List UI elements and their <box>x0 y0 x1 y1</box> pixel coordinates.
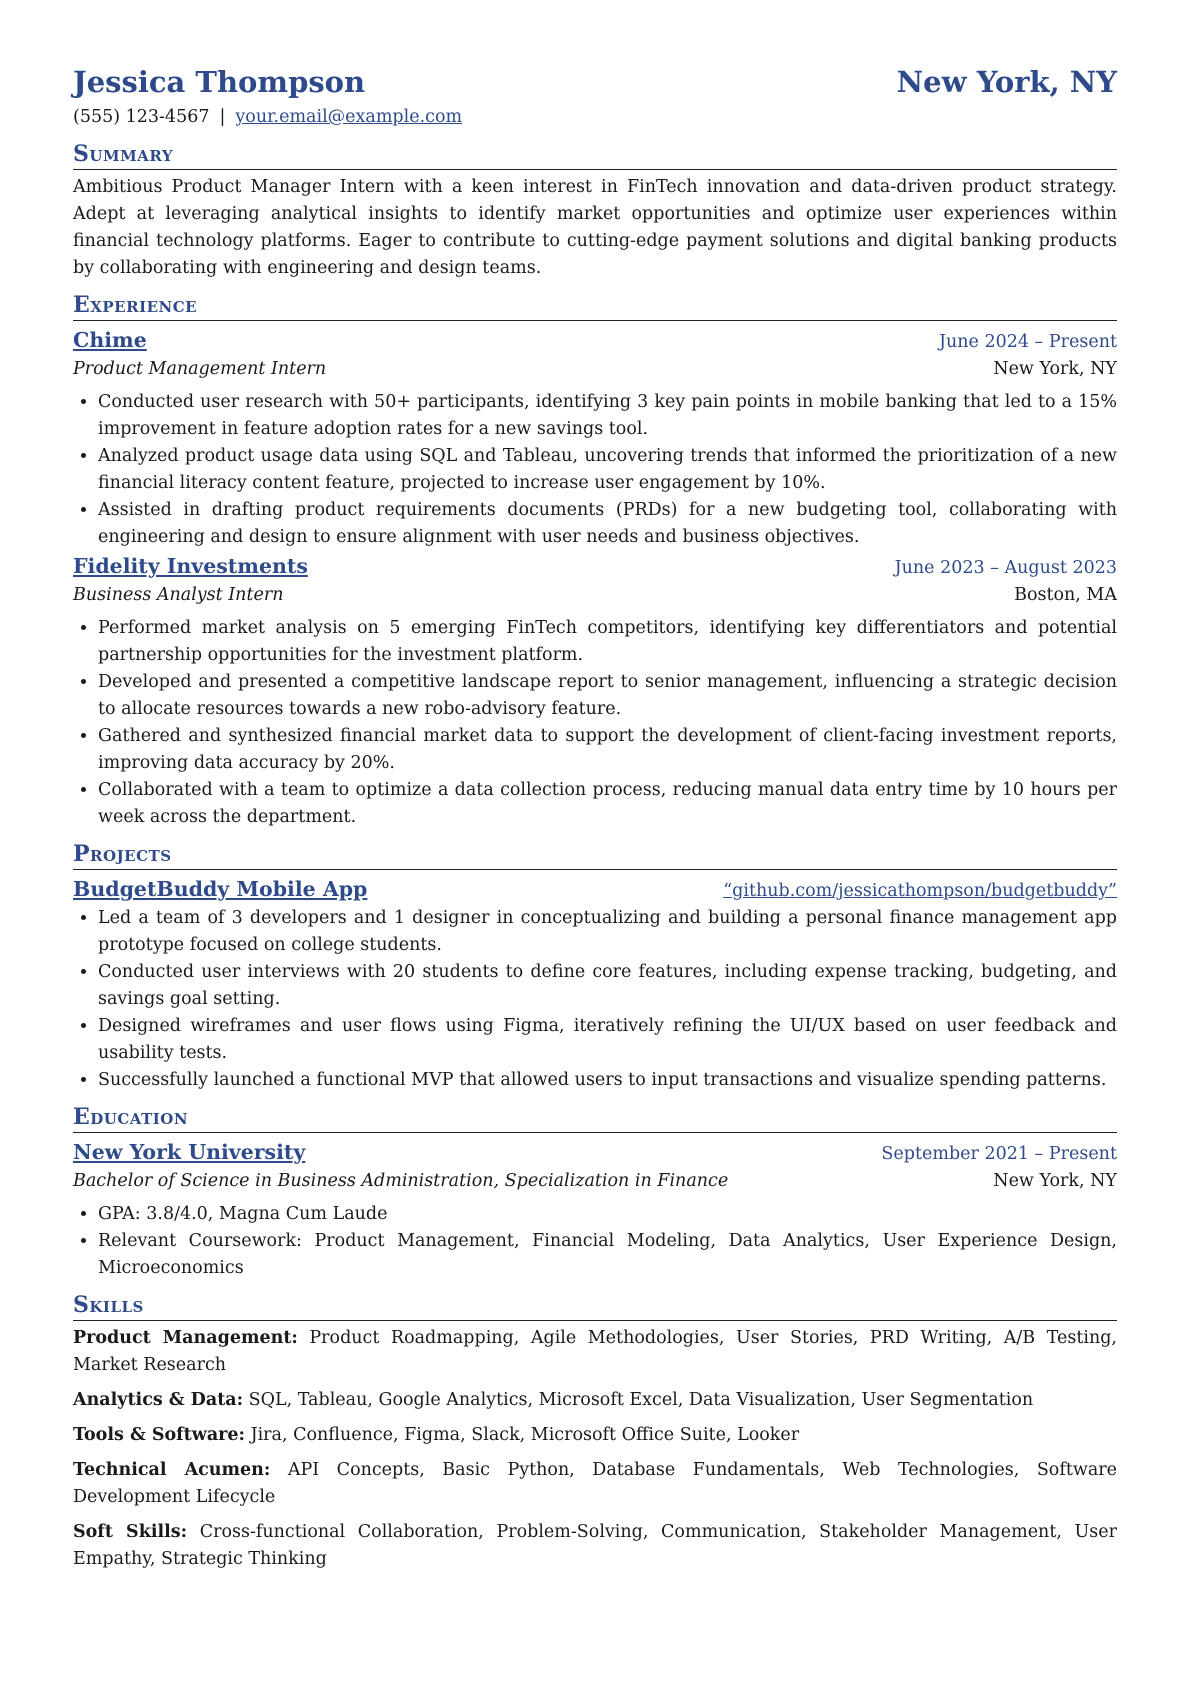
header <box>73 62 1117 102</box>
section-title-skills: Skills <box>73 1290 1117 1321</box>
section-title-experience: Experience <box>73 290 1117 321</box>
education-entry <box>73 1137 1117 1282</box>
skill-items: API Concepts, Basic Python, Database Fundamentals, Web Technologies, Software Development Lifecycle <box>73 1460 1117 1507</box>
skill-line <box>73 1422 1117 1449</box>
bullet-item: • Conducted user research with 50+ participants, identifying 3 key pain points in mobile banking that led to a 15% improvement in feature adoption rates for a new savings tool. <box>98 389 1117 443</box>
bullet-item: • Analyzed product usage data using SQL and Tableau, uncovering trends that informed the prioritization of a new financial literacy content feature, projected to increase user engagement by 10%. <box>98 443 1117 497</box>
header-location: New York, NY <box>896 65 1117 99</box>
experience-entry <box>73 325 1117 551</box>
skill-category: Analytics & Data: <box>73 1390 244 1410</box>
candidate-name: Jessica Thompson <box>73 65 366 99</box>
skill-category: Technical Acumen: <box>73 1460 271 1480</box>
project-entry <box>73 874 1117 1094</box>
skills-list <box>73 1325 1117 1573</box>
experience-location: Boston, MA <box>1014 585 1117 605</box>
experience-bullets <box>73 389 1117 551</box>
skill-line <box>73 1325 1117 1379</box>
skill-line <box>73 1457 1117 1511</box>
bullet-item: • Performed market analysis on 5 emerging FinTech competitors, identifying key differentiators and potential partnership opportunities for the investment platform. <box>98 615 1117 669</box>
bullet-item: • Gathered and synthesized financial market data to support the development of client-facing investment reports, improving data accuracy by 20%. <box>98 723 1117 777</box>
experience-org-link[interactable]: Chime <box>73 328 147 352</box>
bullet-item: • Led a team of 3 developers and 1 designer in conceptualizing and building a personal finance management app prototype focused on college students. <box>98 905 1117 959</box>
skill-category: Tools & Software: <box>73 1425 245 1445</box>
bullet-item: • Designed wireframes and user flows using Figma, iteratively refining the UI/UX based on user feedback and usability tests. <box>98 1013 1117 1067</box>
project-github-link[interactable]: “github.com/jessicathompson/budgetbuddy” <box>723 881 1117 901</box>
education-location: New York, NY <box>993 1171 1117 1191</box>
project-bullets <box>73 905 1117 1094</box>
experience-entry <box>73 551 1117 831</box>
skill-items: SQL, Tableau, Google Analytics, Microsoft Excel, Data Visualization, User Segmentation <box>248 1390 1034 1410</box>
experience-location: New York, NY <box>993 359 1117 379</box>
contact-separator: | <box>219 107 226 127</box>
summary-text: Ambitious Product Manager Intern with a keen interest in FinTech innovation and data-driven product strategy. Adept at leveraging analytical insights to identify market opportunities and optimize user experiences within financial technology platforms. Eager to contribute to cutting-edge payment solutions and digital banking products by collaborating with engineering and design teams. <box>73 177 1117 278</box>
experience-bullets <box>73 615 1117 831</box>
section-title-summary: Summary <box>73 139 1117 170</box>
project-name-link[interactable]: BudgetBuddy Mobile App <box>73 877 368 901</box>
email-link[interactable]: your.email@example.com <box>235 107 463 127</box>
experience-org-link[interactable]: Fidelity Investments <box>73 554 308 578</box>
education-dates: September 2021 – Present <box>881 1144 1117 1164</box>
bullet-item: • Successfully launched a functional MVP that allowed users to input transactions and visualize spending patterns. <box>98 1067 1117 1094</box>
skill-line <box>73 1519 1117 1573</box>
education-degree: Bachelor of Science in Business Administration, Specialization in Finance <box>73 1171 729 1191</box>
bullet-item: • Assisted in drafting product requirements documents (PRDs) for a new budgeting tool, collaborating with engineering and design to ensure alignment with user needs and business objectives. <box>98 497 1117 551</box>
section-title-projects: Projects <box>73 839 1117 870</box>
skill-items: Jira, Confluence, Figma, Slack, Microsoft Office Suite, Looker <box>250 1425 800 1445</box>
section-title-education: Education <box>73 1102 1117 1133</box>
skill-line <box>73 1387 1117 1414</box>
contact-line <box>73 104 1117 131</box>
skill-items: Cross-functional Collaboration, Problem-Solving, Communication, Stakeholder Management, User Empathy, Strategic Thinking <box>73 1522 1117 1569</box>
experience-dates: June 2023 – August 2023 <box>894 558 1117 578</box>
skill-category: Product Management: <box>73 1328 298 1348</box>
experience-role: Product Management Intern <box>73 359 327 379</box>
bullet-item: • Relevant Coursework: Product Management, Financial Modeling, Data Analytics, User Experience Design, Microeconomics <box>98 1228 1117 1282</box>
skill-category: Soft Skills: <box>73 1522 188 1542</box>
phone-number: (555) 123-4567 <box>73 107 210 127</box>
bullet-item: • Conducted user interviews with 20 students to define core features, including expense tracking, budgeting, and savings goal setting. <box>98 959 1117 1013</box>
education-bullets <box>73 1201 1117 1282</box>
skill-items: Product Roadmapping, Agile Methodologies, User Stories, PRD Writing, A/B Testing, Market Research <box>73 1328 1117 1375</box>
bullet-item: • GPA: 3.8/4.0, Magna Cum Laude <box>98 1201 1117 1228</box>
bullet-item: • Developed and presented a competitive landscape report to senior management, influencing a strategic decision to allocate resources towards a new robo-advisory feature. <box>98 669 1117 723</box>
experience-role: Business Analyst Intern <box>73 585 284 605</box>
bullet-item: • Collaborated with a team to optimize a data collection process, reducing manual data entry time by 10 hours per week across the department. <box>98 777 1117 831</box>
experience-dates: June 2024 – Present <box>938 332 1117 352</box>
education-org-link[interactable]: New York University <box>73 1140 306 1164</box>
